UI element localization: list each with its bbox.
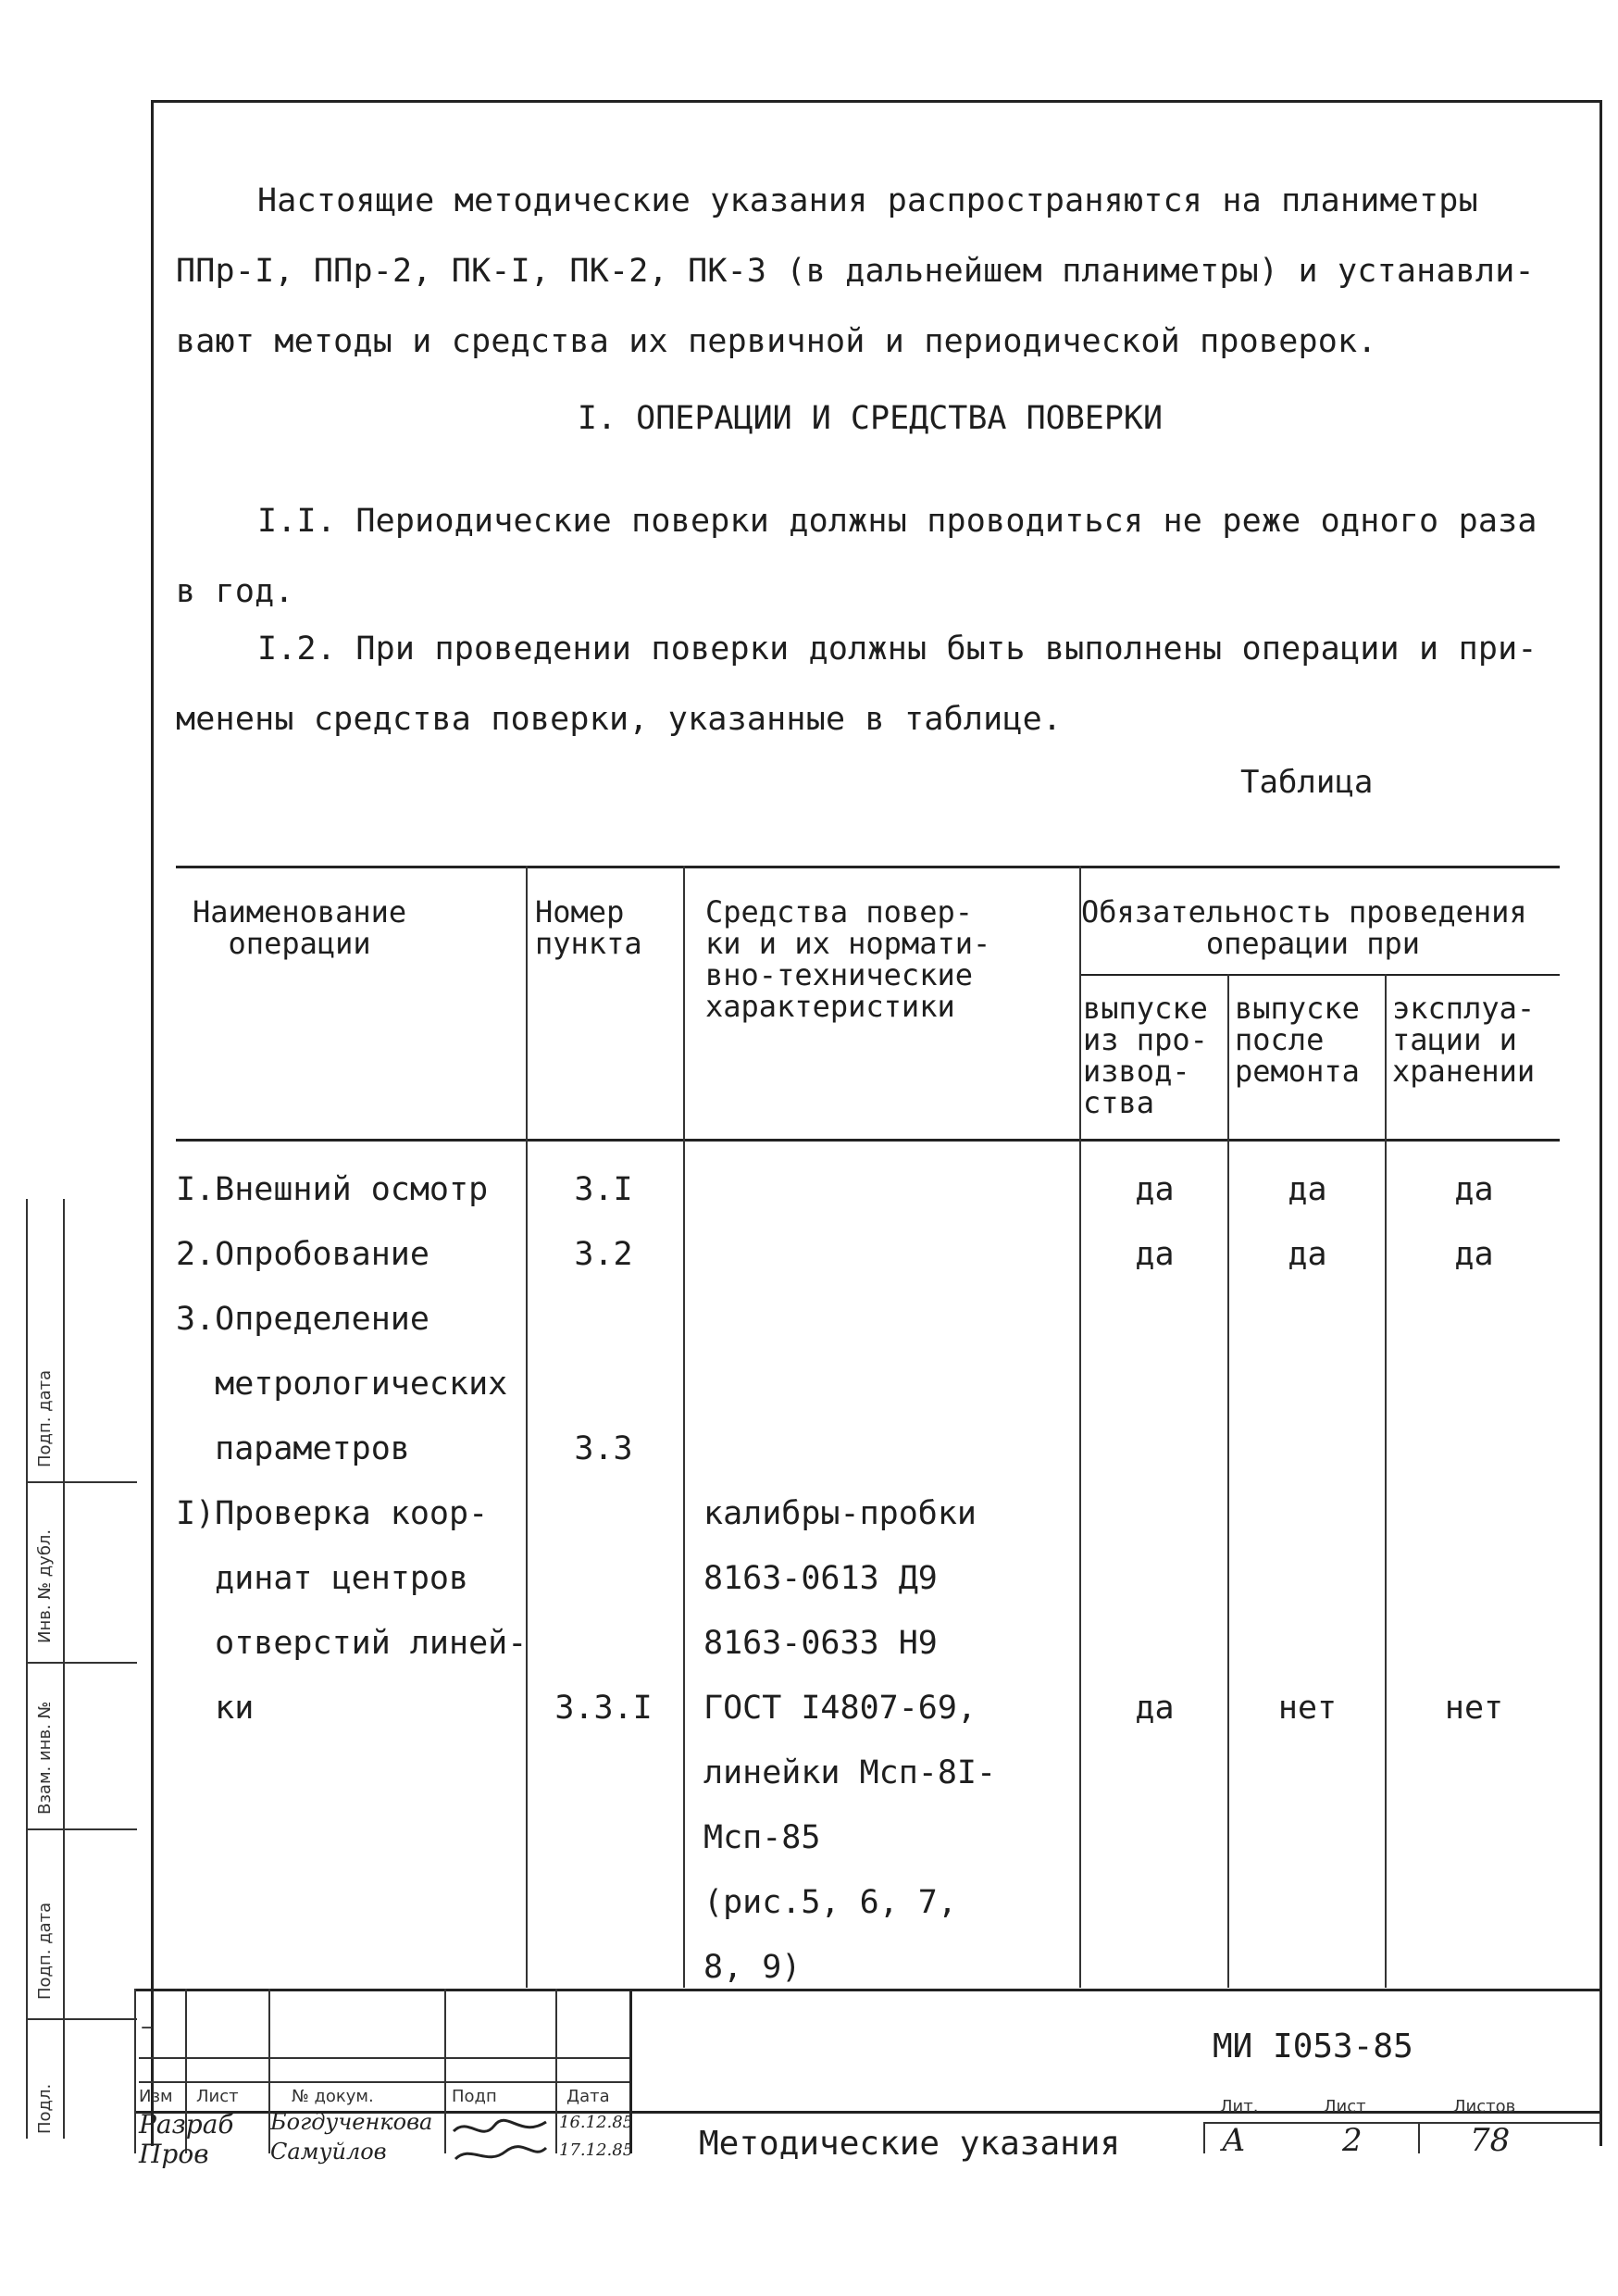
stamp-date-2: 17.12.85 [559,2140,634,2160]
document-id: МИ I053-85 [1213,2028,1413,2065]
stamp-role-checker: Пров [139,2139,209,2169]
cell-operation-storage: нет [1444,1690,1504,1727]
stamp-grid-h1 [139,2057,629,2059]
stamp-label-date: Дата [566,2087,610,2106]
cell-release-production: да [1135,1171,1175,1208]
cell-operation: 3.Определение [176,1301,429,1338]
side-label-original: Подл. [35,2083,55,2134]
cell-operation: 2.Опробование [176,1236,429,1273]
document-title: Методические указания [699,2125,1121,2163]
clause-2-line-2: менены средства поверки, указанные в таблице. [176,701,1063,738]
stamp-name-developer: Богдученкова [270,2109,433,2135]
cell-release-repair: да [1288,1236,1327,1273]
cell-operation: параметров [176,1430,410,1467]
stamp-label-doc-no: № докум. [292,2087,374,2106]
intro-line-3: вают методы и средства их первичной и периодической проверок. [176,323,1377,360]
cell-operation-storage: да [1454,1171,1494,1208]
cell-operation: отверстий линей- [176,1625,528,1662]
section-title: I. ОПЕРАЦИИ И СРЕДСТВА ПОВЕРКИ [577,400,1164,437]
cell-item-number: 3.I [574,1171,633,1208]
stamp-label-change: Изм [139,2087,173,2106]
cell-item-number: 3.2 [574,1236,633,1273]
signature-scribble [450,2115,552,2170]
header-release-repair: выпуске после ремонта [1235,991,1360,1089]
table-caption: Таблица [1240,764,1374,801]
stamp-role-developer: Разраб [139,2109,234,2140]
intro-line-1: Настоящие методические указания распространяются на планиметры [257,182,1478,219]
cell-operation: динат центров [176,1560,469,1597]
cell-release-repair: нет [1277,1690,1338,1727]
cell-release-repair: да [1288,1171,1327,1208]
stamp-grid-h2 [139,2081,629,2083]
stamp-date-1: 16.12.85 [559,2113,634,2132]
cell-operation: ки [176,1690,255,1727]
stamp-label-sheet-no: Лист [1324,2097,1366,2116]
header-means: Средства повер- ки и их нормати- вно-технические характеристики [705,894,991,1024]
stamp-sheet-value: 2 [1342,2122,1363,2159]
clause-2-line-1: I.2. При проведении поверки должны быть выполнены операции и при- [257,630,1537,668]
cell-operation: I)Проверка коор- [176,1495,489,1532]
cell-operation-storage: да [1454,1236,1494,1273]
cell-release-production: да [1135,1236,1175,1273]
stamp-grid-h3 [1203,2122,1599,2124]
stamp-dash: – [141,2013,153,2040]
stamp-label-sheet: Лист [196,2087,239,2106]
cell-means: ГОСТ I4807-69, [703,1690,977,1727]
stamp-sheets-total-value: 78 [1470,2122,1511,2159]
side-label-dup-inv: Инв. № дубл. [35,1529,55,1643]
side-label-sign-date-1: Подп. дата [35,1369,55,1467]
side-label-replace-inv: Взам. инв. № [35,1701,55,1815]
stamp-grid-v7 [1418,2122,1420,2153]
cell-means: (рис.5, 6, 7, [703,1884,957,1921]
side-label-sign-date-2: Подп. дата [35,1902,55,2000]
cell-means: калибры-пробки [703,1495,977,1532]
cell-operation: I.Внешний осмотр [176,1171,489,1208]
cell-means: Мсп-85 [703,1819,821,1856]
cell-release-production: да [1135,1690,1175,1727]
stamp-grid-v4 [555,1989,557,2153]
stamp-label-sheets-total: Листов [1453,2097,1516,2116]
stamp-grid-v0 [134,1989,136,2153]
cell-means: линейки Мсп-8I- [703,1754,997,1791]
stamp-label-sign: Подп [452,2087,497,2106]
intro-line-2: ППр-I, ППр-2, ПК-I, ПК-2, ПК-3 (в дальнейшем планиметры) и устанавли- [176,253,1535,290]
clause-1-line-1: I.I. Периодические поверки должны проводиться не реже одного раза [257,503,1537,540]
stamp-grid-v6 [1203,2122,1205,2153]
stamp-lit-value: А [1222,2122,1246,2159]
header-operation-storage: эксплуа- тации и хранении [1392,991,1536,1089]
cell-means: 8, 9) [703,1949,802,1986]
cell-means: 8163-0633 Н9 [703,1625,938,1662]
header-item-number: Номер пункта [535,894,642,961]
cell-item-number: 3.3.I [554,1690,653,1727]
cell-means: 8163-0613 Д9 [703,1560,938,1597]
header-obligation: Обязательность проведения операции при [1081,894,1527,961]
cell-operation: метрологических [176,1366,508,1403]
clause-1-line-2: в год. [176,573,294,610]
stamp-label-lit: Лит. [1220,2097,1259,2116]
stamp-name-checker: Самуйлов [270,2139,387,2165]
stamp-grid-v3 [444,1989,446,2153]
cell-item-number: 3.3 [574,1430,633,1467]
stamp-top-rule [134,1989,1601,1991]
header-operation: Наименование операции [193,894,407,961]
header-release-production: выпуске из про- извод- ства [1083,991,1208,1120]
